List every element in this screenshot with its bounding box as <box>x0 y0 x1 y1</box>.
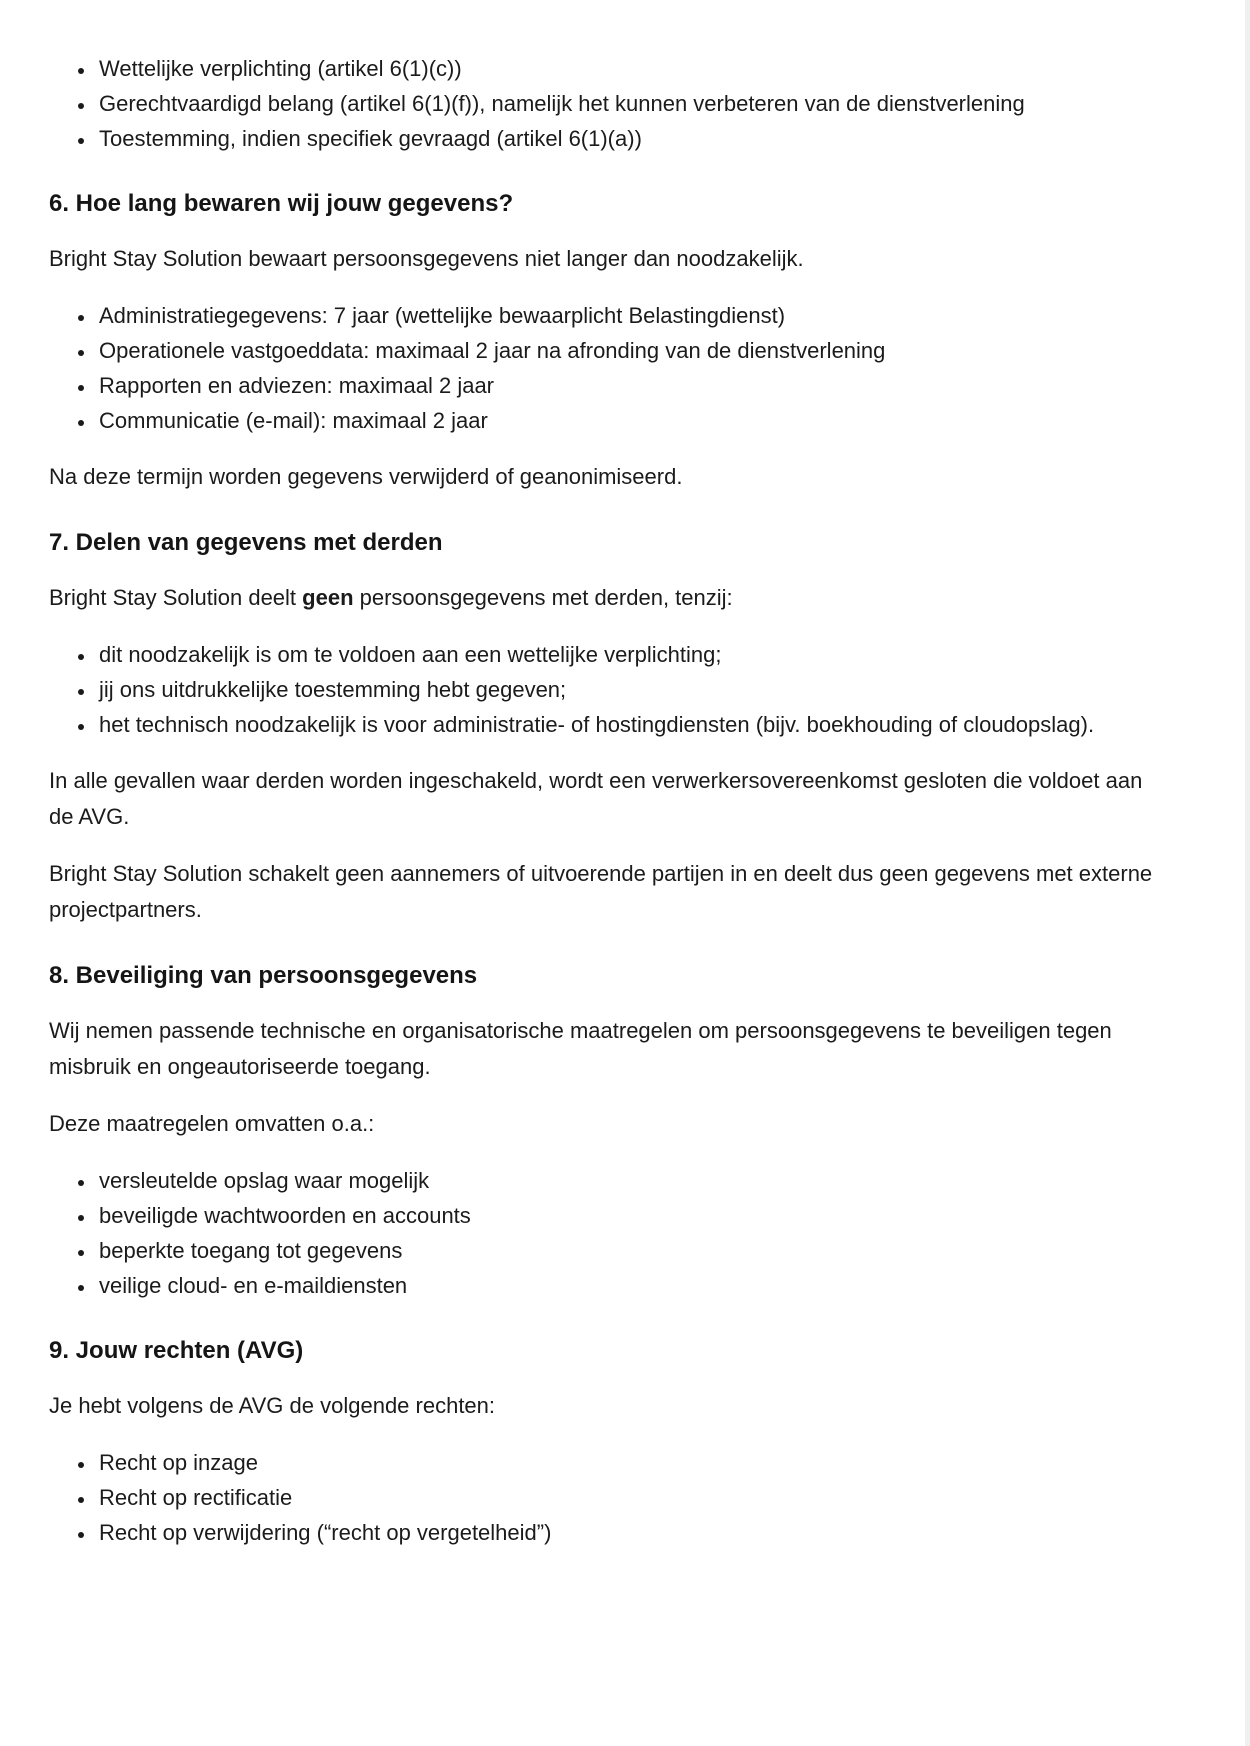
list-item: • Operationele vastgoeddata: maximaal 2 jaar na afronding van de dienstverlening <box>96 333 1161 368</box>
list-item: • beveiligde wachtwoorden en accounts <box>96 1198 1161 1233</box>
text-run: Bright Stay Solution deelt <box>49 585 303 610</box>
list-item: • versleutelde opslag waar mogelijk <box>96 1163 1161 1198</box>
paragraph-measures-intro: Deze maatregelen omvatten o.a.: <box>49 1111 375 1136</box>
paragraph-rights-intro: Je hebt volgens de AVG de volgende rechten: <box>49 1393 496 1418</box>
list-item: • Rapporten en adviezen: maximaal 2 jaar <box>96 368 1161 403</box>
section-heading-retention: 6. Hoe lang bewaren wij jouw gegevens? <box>49 190 514 217</box>
list-item: • Recht op verwijdering (“recht op vergetelheid”) <box>96 1515 1161 1550</box>
section-heading-security: 8. Beveiliging van persoonsgegevens <box>49 962 478 989</box>
paragraph-processor-agreement: In alle gevallen waar derden worden ingeschakeld, wordt een verwerkersovereenkomst gesloten die voldoet aan de AVG. <box>49 768 1143 829</box>
security-measures-list <box>49 1163 1161 1303</box>
sharing-conditions-list <box>49 637 1161 742</box>
list-item: • beperkte toegang tot gegevens <box>96 1233 1161 1268</box>
page-right-edge <box>1245 0 1250 1746</box>
section-heading-sharing: 7. Delen van gegevens met derden <box>49 529 443 556</box>
section-heading-rights: 9. Jouw rechten (AVG) <box>49 1337 304 1364</box>
list-item: • het technisch noodzakelijk is voor administratie- of hostingdiensten (bijv. boekhouding of cloudopslag). <box>96 707 1161 742</box>
list-item: • Wettelijke verplichting (artikel 6(1)(c)) <box>96 51 1161 86</box>
list-item: • veilige cloud- en e-maildiensten <box>96 1268 1161 1303</box>
legal-basis-list <box>49 51 1161 156</box>
list-item: • Gerechtvaardigd belang (artikel 6(1)(f)), namelijk het kunnen verbeteren van de dienstverlening <box>96 86 1161 121</box>
paragraph-no-contractors: Bright Stay Solution schakelt geen aannemers of uitvoerende partijen in en deelt dus geen gegevens met externe projectpartners. <box>49 861 1153 922</box>
list-item: • Administratiegegevens: 7 jaar (wettelijke bewaarplicht Belastingdienst) <box>96 298 1161 333</box>
retention-periods-list <box>49 298 1161 438</box>
list-item: • dit noodzakelijk is om te voldoen aan een wettelijke verplichting; <box>96 637 1161 672</box>
paragraph-retention-outro: Na deze termijn worden gegevens verwijderd of geanonimiseerd. <box>49 464 683 489</box>
list-item: • Recht op inzage <box>96 1445 1161 1480</box>
paragraph-retention-intro: Bright Stay Solution bewaart persoonsgegevens niet langer dan noodzakelijk. <box>49 246 804 271</box>
list-item: • Communicatie (e-mail): maximaal 2 jaar <box>96 403 1161 438</box>
list-item: • jij ons uitdrukkelijke toestemming hebt gegeven; <box>96 672 1161 707</box>
list-item: • Recht op rectificatie <box>96 1480 1161 1515</box>
list-item: • Toestemming, indien specifiek gevraagd (artikel 6(1)(a)) <box>96 121 1161 156</box>
paragraph-sharing-intro <box>49 580 1161 616</box>
text-run: persoonsgegevens met derden, tenzij: <box>353 585 733 610</box>
paragraph-security-intro: Wij nemen passende technische en organisatorische maatregelen om persoonsgegevens te beveiligen tegen misbruik en ongeautoriseerde toegang. <box>49 1018 1112 1079</box>
text-run-bold: geen <box>302 585 354 610</box>
rights-list <box>49 1445 1161 1550</box>
